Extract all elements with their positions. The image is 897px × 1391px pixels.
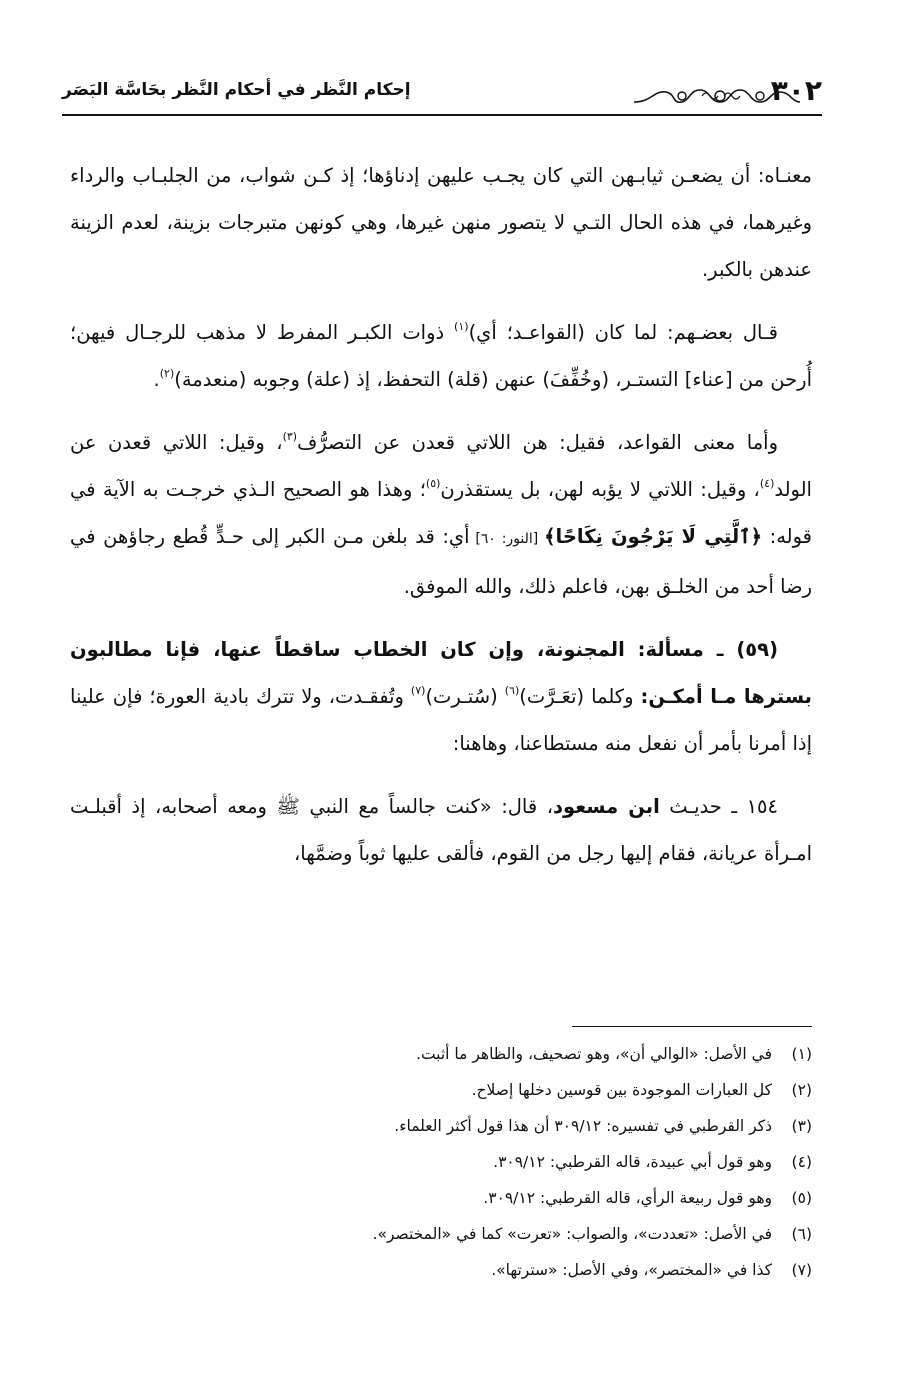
paragraph-5-text-b: ، قال: «كنت جالساً مع النبي ﷺ ومعه أصحابه، إذ أقبلـت امـرأة عريانة، فقام إليها رجل من القوم، فألقى عليها ثوباً وضمَّها، (70, 795, 812, 865)
quran-verse: ﴿ٱلَّتِي لَا يَرْجُونَ نِكَاحًا﴾ (544, 525, 763, 548)
narrator-name: ابن مسعود (552, 795, 660, 818)
paragraph-2-text-b: ذوات الكبـر المفرط لا مذهب للرجـال فيهن؛ أُرحن من [عناء] التستـر، (وخُفِّفَ) عنهن (قلة) التحفظ، إذ (علة) وجوبه (منعدمة) (70, 321, 812, 391)
footnote-6 (70, 1216, 812, 1252)
page-header (62, 72, 822, 120)
footnote-text: وهو قول أبي عبيدة، قاله القرطبي: ٣٠٩/١٢. (493, 1153, 772, 1171)
paragraph-4-text-a: وكلما (تعَـرَّت) (519, 685, 641, 708)
footnote-number: (٧) (791, 1261, 812, 1279)
footnote-separator (572, 1026, 812, 1027)
paragraph-2-text-c: . (153, 368, 160, 391)
paragraph-3 (70, 419, 812, 610)
paragraph-3-text-a: وأما معنى القواعد، فقيل: هن اللاتي قعدن عن التصرُّف (297, 431, 778, 454)
footnote-number: (٦) (791, 1225, 812, 1243)
footnote-ref-5[interactable]: (٥) (425, 477, 441, 490)
paragraph-3-text-c: ، وقيل: اللاتي لا يؤبه لهن، بل يستقذرن (440, 478, 760, 501)
paragraph-2 (70, 309, 812, 403)
paragraph-5-text-a: ١٥٤ ـ حديـث (659, 795, 778, 818)
running-title: إحكام النَّظر في أحكام النَّظر بحَاسَّة البَصَر (62, 80, 411, 100)
footnote-text: كذا في «المختصر»، وفي الأصل: «سترتها». (491, 1261, 772, 1279)
footnote-ref-2[interactable]: (٢) (159, 367, 175, 380)
footnote-number: (٥) (791, 1189, 812, 1207)
footnote-7 (70, 1252, 812, 1288)
footnote-number: (٤) (791, 1153, 812, 1171)
paragraph-2-text-a: قـال بعضـهم: لما كان (القواعـد؛ أي) (468, 321, 778, 344)
footnote-1 (70, 1036, 812, 1072)
footnote-text: كل العبارات الموجودة بين قوسين دخلها إصلاح. (471, 1081, 772, 1099)
paragraph-4-issue (70, 626, 812, 767)
footnote-text: وهو قول ربيعة الرأي، قاله القرطبي: ٣٠٩/١٢. (483, 1189, 772, 1207)
footnote-text: في الأصل: «تعددت»، والصواب: «تعرت» كما في «المختصر». (372, 1225, 772, 1243)
paragraph-3-text-e: أي: قد بلغن مـن الكبر إلى حـدٍّ قُطع رجاؤهن في رضا أحد من الخلـق بهن، فاعلم ذلك، والله الموفق. (70, 525, 812, 598)
page-number: ٣٠٢ (770, 74, 822, 107)
surah-reference: [النور: ٦٠] (469, 531, 545, 547)
paragraph-3-text-b: ، وقيل: اللاتي قعدن عن الولد (70, 431, 812, 501)
paragraph-1: معنـاه: أن يضعـن ثيابـهن التي كان يجـب عليهن إدناؤها؛ إذ كـن شواب، من الجلبـاب والرداء وغيرهما، في هذه الحال التـي لا يتصور منهن غيرها، وهي كونهن متبرجات بزينة، لعدم الزينة عندهن بالكبر. (70, 164, 812, 281)
footnote-5 (70, 1180, 812, 1216)
footnote-number: (١) (791, 1045, 812, 1063)
header-rule (62, 114, 822, 116)
footnote-2 (70, 1072, 812, 1108)
footnotes (70, 1036, 812, 1288)
footnote-3 (70, 1108, 812, 1144)
paragraph-3-text-d: ؛ وهذا هو الصحيح الـذي خرجـت به الآية في قوله: (70, 478, 812, 548)
footnote-number: (٢) (791, 1081, 812, 1099)
footnote-ref-3[interactable]: (٣) (282, 430, 298, 443)
footnote-ref-7[interactable]: (٧) (410, 684, 426, 697)
paragraph-5-hadith (70, 783, 812, 877)
footnote-ref-6[interactable]: (٦) (504, 684, 520, 697)
footnote-number: (٣) (791, 1117, 812, 1135)
footnote-ref-4[interactable]: (٤) (759, 477, 775, 490)
issue-heading: (٥٩) ـ مسألة: المجنونة، وإن كان الخطاب ساقطاً عنها، فإنا مطالبون بسترها مـا أمكـن: (70, 638, 812, 708)
footnote-text: في الأصل: «الوالي أن»، وهو تصحيف، والظاهر ما أثبت. (416, 1045, 772, 1063)
main-text (70, 152, 812, 893)
paragraph-4-text-c: وتُفقـدت، ولا تترك بادية العورة؛ فإن علينا إذا أمرنا بأمر أن نفعل منه مستطاعنا، وهاهنا: (70, 685, 812, 755)
footnote-text: ذكر القرطبي في تفسيره: ٣٠٩/١٢ أن هذا قول أكثر العلماء. (394, 1117, 772, 1135)
footnote-ref-1[interactable]: (١) (454, 320, 469, 333)
paragraph-4-text-b: (سُتـرت) (425, 685, 505, 708)
footnote-4 (70, 1144, 812, 1180)
